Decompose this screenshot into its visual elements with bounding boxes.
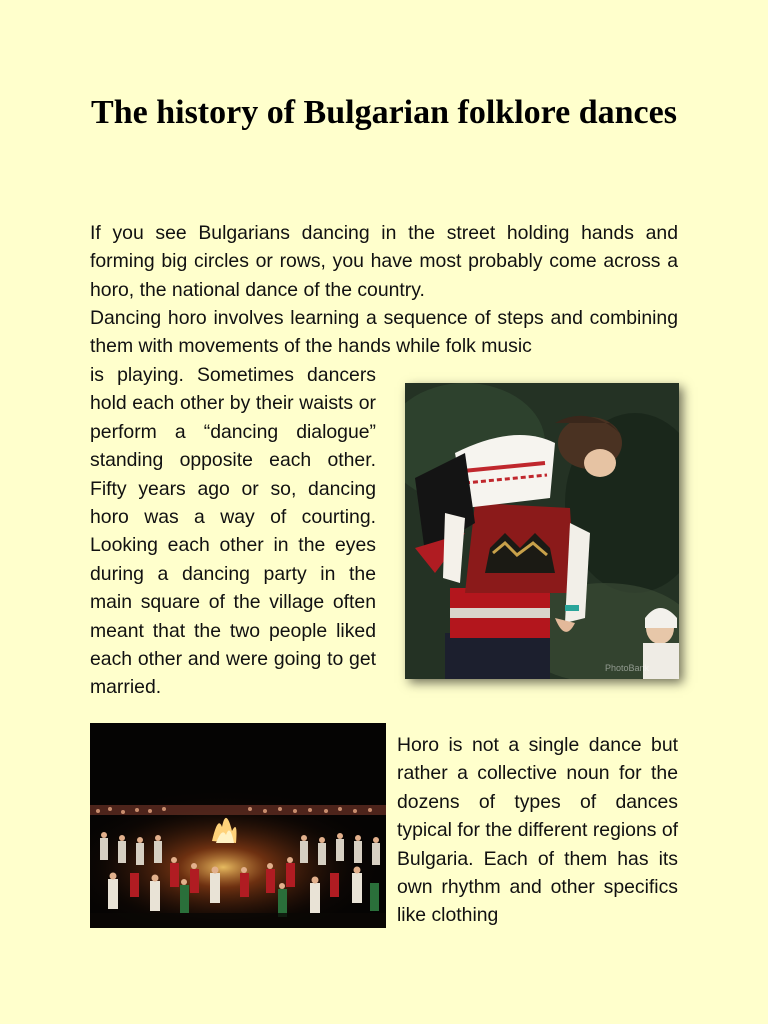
couple-dancing-illustration xyxy=(405,383,679,679)
paragraph-horo-steps: Dancing horo involves learning a sequence of steps and combining them with movements of the hands while folk music xyxy=(90,307,678,358)
bonfire-dance-photo xyxy=(90,723,386,928)
paragraph-horo-courting: is playing. Sometimes dancers hold each other by their waists or perform a “dancing dialogue” standing opposite each other. Fifty years ago or so, dancing horo was a way of courting. Looking each other in the eyes during a dancing party in the main square of the village often meant that the two people liked each other and were going to get married. xyxy=(90,364,376,699)
paragraph-horo-types: Horo is not a single dance but rather a collective noun for the dozens of types of dances typical for the different regions of Bulgaria. Each of them has its own rhythm and other specifics like clothing xyxy=(397,734,678,927)
paragraph-intro: If you see Bulgarians dancing in the street holding hands and forming big circles or rows, you have most probably come across a horo, the national dance of the country. xyxy=(90,222,678,301)
bonfire-dance-illustration xyxy=(90,723,386,928)
photo-watermark: PhotoBank xyxy=(604,663,649,673)
couple-dancing-photo xyxy=(405,383,679,679)
page-title: The history of Bulgarian folklore dances xyxy=(91,94,677,131)
